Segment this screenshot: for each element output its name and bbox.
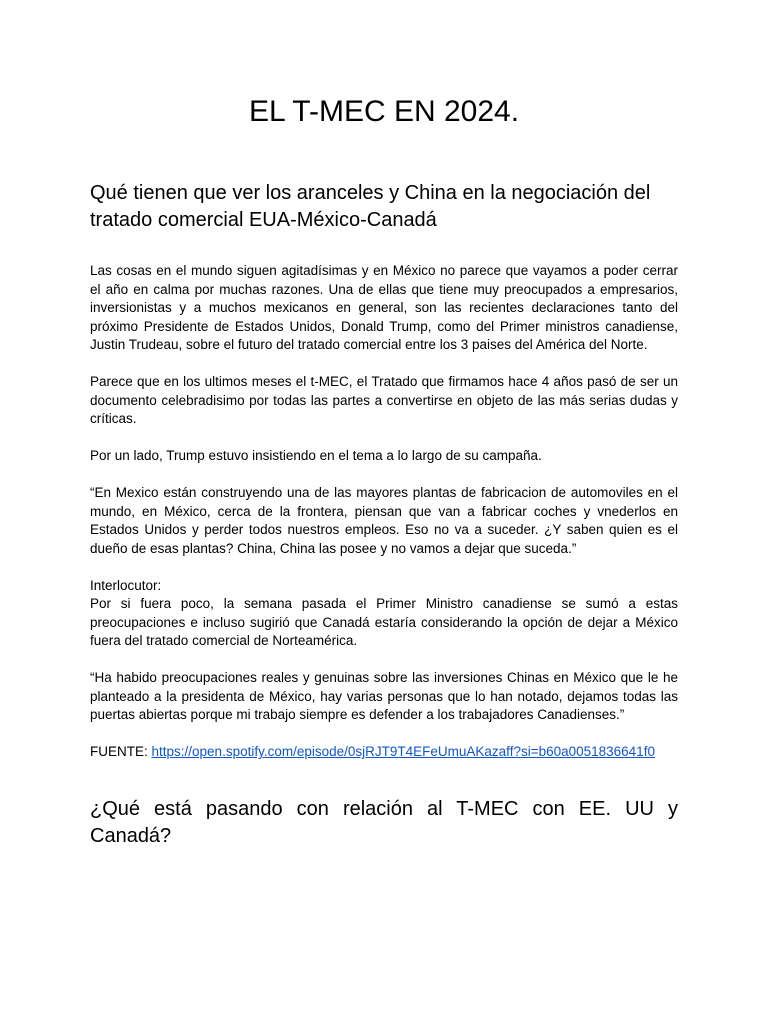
source-line [90, 743, 678, 762]
speaker-label: Interlocutor: [90, 577, 162, 593]
source-label: FUENTE: [90, 744, 152, 759]
paragraph-trump-campaign: Por un lado, Trump estuvo insistiendo en el tema a lo largo de su campaña. [90, 448, 542, 463]
paragraph-canada-concerns: Por si fuera poco, la semana pasada el Primer Ministro canadiense se sumó a estas preocupaciones e incluso sugirió que Canadá estaría considerando la opción de dejar a México fuera del tratado comercial de Norteamérica. [90, 596, 678, 648]
paragraph-intro: Las cosas en el mundo siguen agitadísimas y en México no parece que vayamos a poder cerrar el año en calma por muchas razones. Una de ellas que tiene muy preocupados a empresarios, inversionistas y a muchos mexicanos en general, son las recientes declaraciones tanto del próximo Presidente de Estados Unidos, Donald Trump, como del Primer ministros canadiense, Justin Trudeau, sobre el futuro del tratado comercial entre los 3 paises del América del Norte. [90, 263, 678, 352]
quote-trump: “En Mexico están construyendo una de las mayores plantas de fabricacion de automoviles en el mundo, en México, cerca de la frontera, piensan que van a fabricar coches y vnederlos en Estados Unidos y perder todos nuestros empleos. Eso no va a suceder. ¿Y saben quien es el dueño de esas plantas? China, China las posee y no vamos a dejar que suceda.” [90, 485, 678, 556]
document-title: EL T-MEC EN 2024. [248, 95, 520, 128]
article-body [90, 262, 678, 780]
source-link[interactable]: https://open.spotify.com/episode/0sjRJT9T4EFeUmuAKazaff?si=b60a0051836641f0 [151, 744, 655, 759]
quote-trudeau: “Ha habido preocupaciones reales y genuinas sobre las inversiones Chinas en México que le he planteado a la presidenta de México, hay varias personas que lo han notado, dejamos todas las puertas abiertas porque mi trabajo siempre es defender a los trabajadores Canadienses.” [90, 670, 678, 722]
paragraph-tmec-doubts: Parece que en los ultimos meses el t-MEC, el Tratado que firmamos hace 4 años pasó de ser un documento celebradisimo por todas las partes a convertirse en objeto de las más serias dudas y críticas. [90, 374, 678, 426]
document-subtitle: Qué tienen que ver los aranceles y China en la negociación del tratado comercial EUA-México-Canadá [90, 182, 651, 231]
section-heading: ¿Qué está pasando con relación al T-MEC con EE. UU y Canadá? [90, 798, 678, 847]
